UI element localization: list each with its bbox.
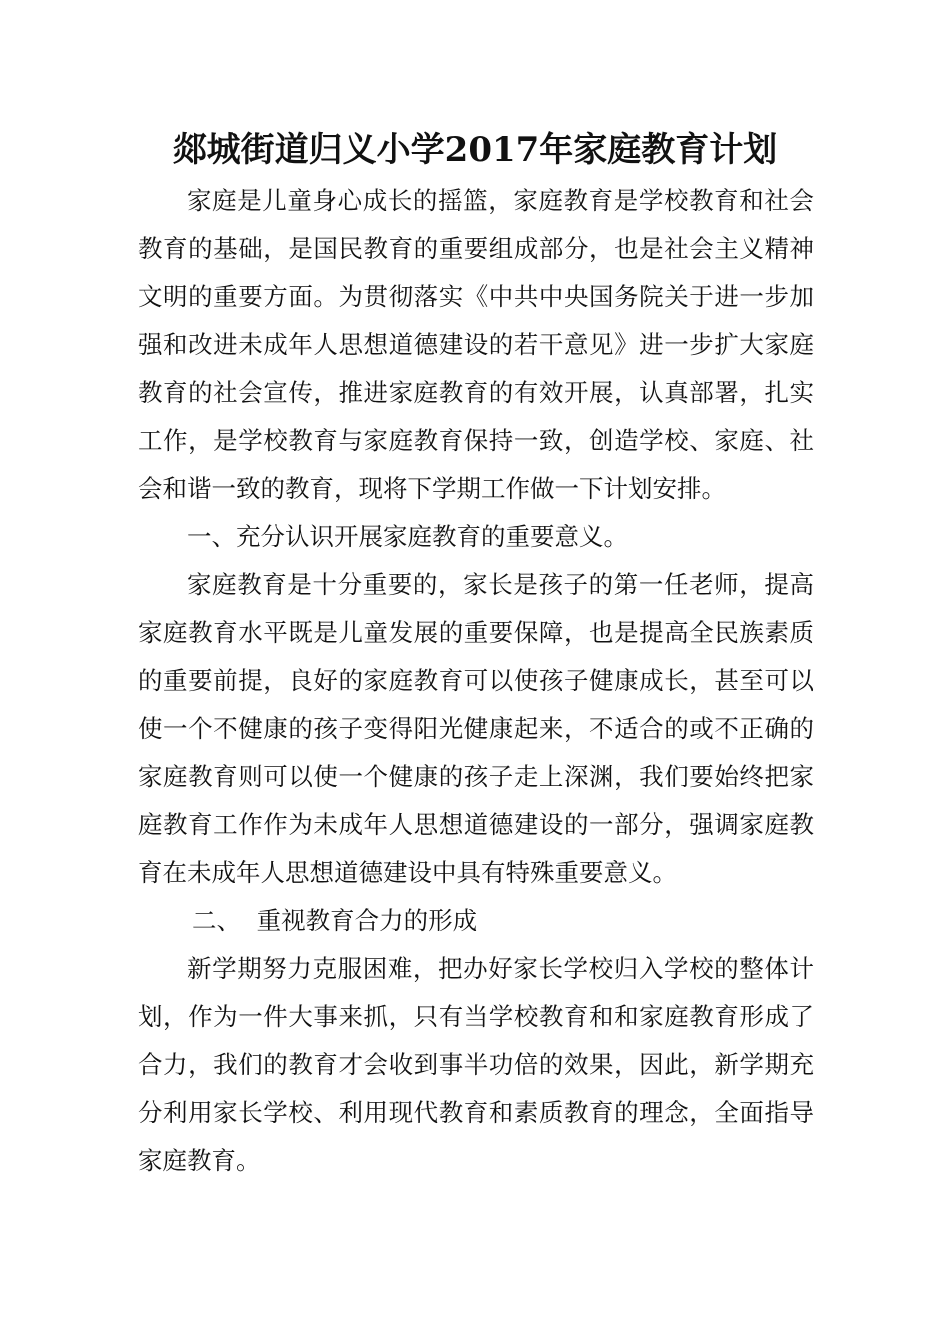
section-heading-1: 一、充分认识开展家庭教育的重要意义。 [187,522,628,551]
section-2-paragraph: 新学期努力克服困难，把办好家长学校归入学校的整体计划，作为一件大事来抓，只有当学校教育和和家庭教育形成了合力，我们的教育才会收到事半功倍的效果，因此，新学期充分利用家长学校、利用现代教育和素质教育的理念，全面指导家庭教育。 [138,954,814,1175]
intro-paragraph: 家庭是儿童身心成长的摇篮，家庭教育是学校教育和社会教育的基础，是国民教育的重要组成部分，也是社会主义精神文明的重要方面。为贯彻落实《中共中央国务院关于进一步加强和改进未成年人思想道德建设的若干意见》进一步扩大家庭教育的社会宣传，推进家庭教育的有效开展，认真部署，扎实工作，是学校教育与家庭教育保持一致，创造学校、家庭、社会和谐一致的教育，现将下学期工作做一下计划安排。 [138,186,814,503]
section-1-paragraph: 家庭教育是十分重要的，家长是孩子的第一任老师，提高家庭教育水平既是儿童发展的重要保障，也是提高全民族素质的重要前提，良好的家庭教育可以使孩子健康成长，甚至可以使一个不健康的孩子变得阳光健康起来，不适合的或不正确的家庭教育则可以使一个健康的孩子走上深渊，我们要始终把家庭教育工作作为未成年人思想道德建设的一部分，强调家庭教育在未成年人思想道德建设中具有特殊重要意义。 [138,570,814,887]
document-title: 郯城街道归义小学2017年家庭教育计划 [172,130,778,170]
document-body [138,177,814,1185]
section-heading-2: 二、 重视教育合力的形成 [192,906,478,935]
